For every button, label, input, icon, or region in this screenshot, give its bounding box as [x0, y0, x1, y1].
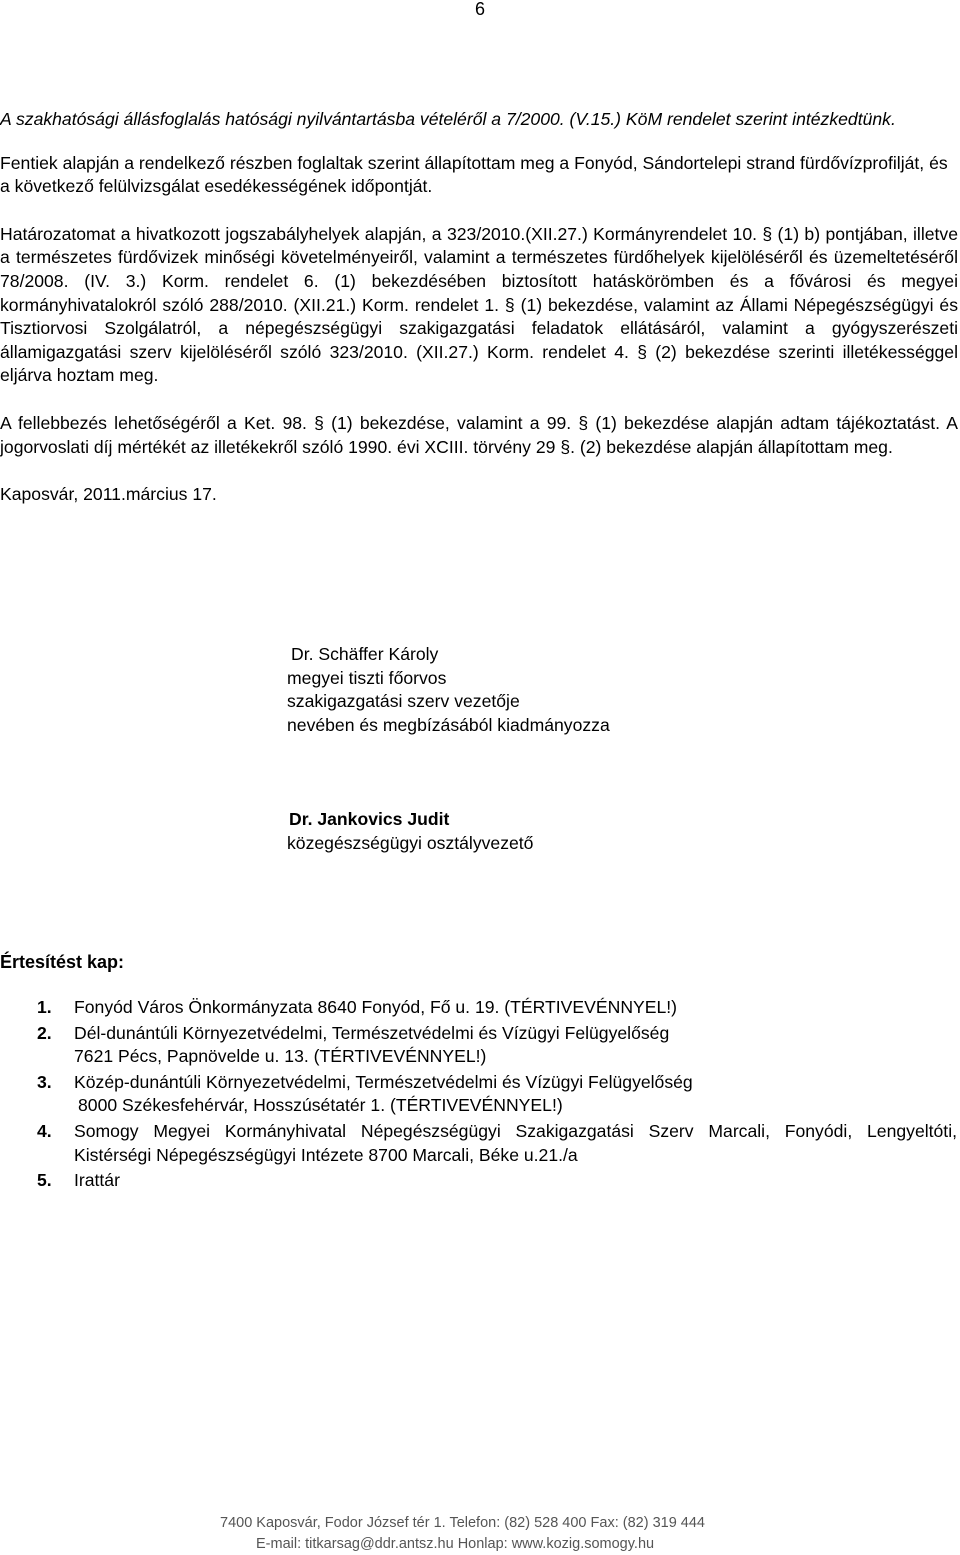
- list-item: [37, 1022, 957, 1069]
- recipients-list: [37, 996, 957, 1195]
- signatory-role: szakigazgatási szerv vezetője: [287, 691, 520, 712]
- list-item: [37, 1169, 957, 1193]
- head-title: közegészségügyi osztályvezető: [287, 832, 534, 853]
- paragraph-findings: Fentiek alapján a rendelkező részben foglaltak szerint állapítottam meg a Fonyód, Sándortelepi strand fürdővízprofilját, és a következő felülvizsgálat esedékességének időpontját.: [0, 152, 948, 197]
- list-item-address: 7621 Pécs, Papnövelde u. 13. (TÉRTIVEVÉNNYEL!): [74, 1046, 487, 1067]
- signatory-title: megyei tiszti főorvos: [287, 667, 447, 688]
- paragraph-legal-basis: Határozatomat a hivatkozott jogszabályhelyek alapján, a 323/2010.(XII.27.) Kormányrendelet 10. § (1) b) pontjában, illetve a természetes fürdővizek minőségi követelményeiről, valamint a természetes fürdőhelyek kijelöléséről és üzemeltetéséről 78/2008. (IV. 3.) Korm. rendelet 6. (1) bekezdésében biztosított hatáskörömben és a fővárosi és megyei kormányhivatalokról szóló 288/2010. (XII.21.) Korm. rendelet 1. § (1) bekezdése, valamint az Állami Népegészségügyi és Tisztiorvosi Szolgálatról, a népegészségügyi szakigazgatási feladatok ellátásáról, valamint a gyógyszerészeti államigazgatási szerv kijelöléséről szóló 323/2010. (XII.27.) Korm. rendelet 4. § (2) bekezdése szerinti illetékességgel eljárva hoztam meg.: [0, 223, 958, 386]
- list-item-number: 1.: [37, 997, 52, 1017]
- list-item: [37, 1120, 957, 1167]
- page-number: 6: [474, 0, 485, 19]
- paragraph-registration: A szakhatósági állásfoglalás hatósági nyilvántartásba vételéről a 7/2000. (V.15.) KöM rendelet szerint intézkedtünk.: [0, 109, 896, 129]
- recipients-title: Értesítést kap:: [0, 952, 125, 972]
- list-item-text: Közép-dunántúli Környezetvédelmi, Természetvédelmi és Vízügyi Felügyelőség: [74, 1071, 693, 1092]
- list-item-text: Dél-dunántúli Környezetvédelmi, Természetvédelmi és Vízügyi Felügyelőség: [74, 1022, 670, 1043]
- document-body: [0, 108, 958, 507]
- list-item-address: 8000 Székesfehérvár, Hosszúsétatér 1. (TÉRTIVEVÉNNYEL!): [78, 1095, 563, 1116]
- footer-contact: E-mail: titkarsag@ddr.antsz.hu Honlap: www.kozig.somogy.hu: [256, 1536, 655, 1552]
- footer-address: 7400 Kaposvár, Fodor József tér 1. Telefon: (82) 528 400 Fax: (82) 319 444: [220, 1515, 705, 1531]
- list-item-number: 5.: [37, 1170, 52, 1191]
- list-item-number: 3.: [37, 1071, 52, 1092]
- list-item: [37, 1071, 957, 1118]
- signature-block-head: [287, 808, 533, 855]
- list-item-text: Somogy Megyei Kormányhivatal Népegészségügyi Szakigazgatási Szerv Marcali, Fonyódi, Lengyeltóti, Kistérségi Népegészségügyi Intézete 8700 Marcali, Béke u.21./a: [74, 1120, 957, 1165]
- list-item-text: Fonyód Város Önkormányzata 8640 Fonyód, Fő u. 19. (TÉRTIVEVÉNNYEL!): [74, 997, 678, 1017]
- signatory-authority: nevében és megbízásából kiadmányozza: [287, 714, 610, 735]
- list-item-number: 4.: [37, 1120, 52, 1141]
- list-item-text: Irattár: [74, 1170, 120, 1191]
- paragraph-appeal-info: A fellebbezés lehetőségéről a Ket. 98. § (1) bekezdése, valamint a 99. § (1) bekezdése alapján adtam tájékoztatást. A jogorvoslati díj mértékét az illetékekről szóló 1990. évi XCIII. törvény 29 §. (2) bekezdése alapján állapítottam meg.: [0, 412, 958, 457]
- date-place: Kaposvár, 2011.március 17.: [0, 484, 217, 505]
- head-name: Dr. Jankovics Judit: [289, 809, 450, 829]
- signature-block-chief: [287, 643, 610, 737]
- signatory-name: Dr. Schäffer Károly: [291, 644, 439, 664]
- list-item: [37, 996, 957, 1020]
- list-item-number: 2.: [37, 1022, 52, 1043]
